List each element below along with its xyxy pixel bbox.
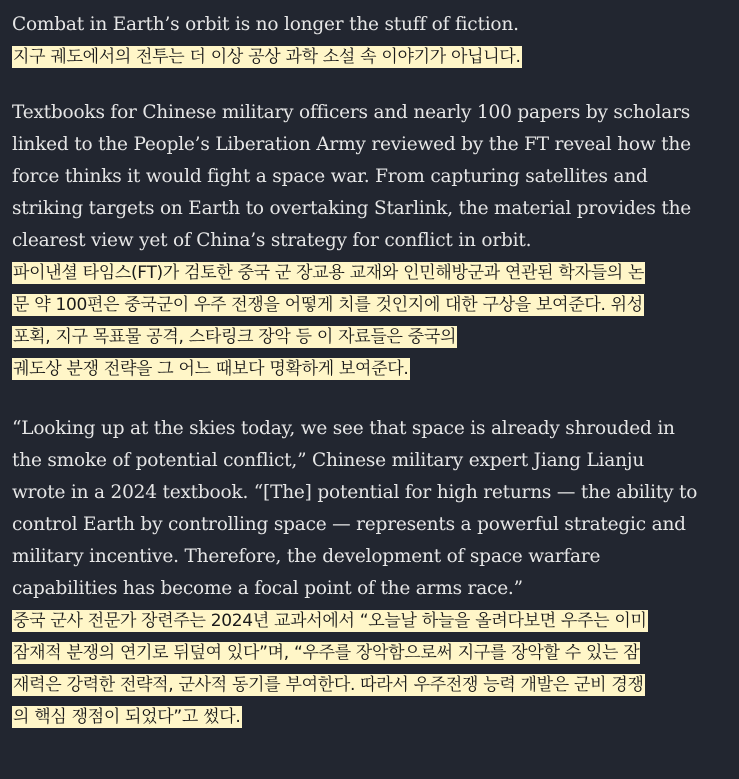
- translation-line: 재력은 강력한 전략적, 군사적 동기를 부여한다. 따라서 우주전쟁 능력 개발은 군비 경쟁: [13, 675, 644, 695]
- paragraph-1-translation: [12, 41, 702, 73]
- translation-line: 문 약 100편은 중국군이 우주 전쟁을 어떻게 치를 것인지에 대한 구상을 보여준다. 위성: [13, 295, 643, 315]
- translation-line: 잠재적 분쟁의 연기로 뒤덮여 있다”며, “우주를 장악함으로써 지구를 장악할 수 있는 잠: [13, 643, 640, 663]
- paragraph-2-translation: [12, 257, 702, 385]
- translation-line: 중국 군사 전문가 장련주는 2024년 교과서에서 “오늘날 하늘을 올려다보면 우주는 이미: [13, 611, 647, 631]
- paragraph-3-original: “Looking up at the skies today, we see that space is already shrouded in the smoke of potential conflict,” Chinese military expert Jiang Lianju wrote in a 2024 textbook. “[The] potential for high returns — the ability to control Earth by controlling space — represents a powerful strategic and military incentive. Therefore, the development of space warfare capabilities has become a focal point of the arms race.”: [12, 418, 698, 599]
- translation-line: 지구 궤도에서의 전투는 더 이상 공상 과학 소설 속 이야기가 아닙니다.: [13, 47, 521, 67]
- paragraph-spacer: [12, 385, 739, 413]
- paragraph-spacer: [12, 73, 739, 97]
- translation-line: 포획, 지구 목표물 공격, 스타링크 장악 등 이 자료들은 중국의: [13, 327, 457, 347]
- paragraph-2-original: Textbooks for Chinese military officers and nearly 100 papers by scholars linked to the People’s Liberation Army reviewed by the FT reveal how the force thinks it would fight a space war. From capturing satellites and striking targets on Earth to overtaking Starlink, the material provides the clearest view yet of China’s strategy for conflict in orbit.: [12, 102, 692, 251]
- paragraph-3-translation: [12, 605, 702, 733]
- translation-line: 의 핵심 쟁점이 되었다”고 썼다.: [13, 707, 241, 727]
- translation-line: 파이낸셜 타임스(FT)가 검토한 중국 군 장교용 교재와 인민해방군과 연관된 학자들의 논: [13, 263, 645, 283]
- paragraph-1-original: Combat in Earth’s orbit is no longer the stuff of fiction.: [12, 14, 519, 35]
- translation-line: 궤도상 분쟁 전략을 그 어느 때보다 명확하게 보여준다.: [13, 359, 409, 379]
